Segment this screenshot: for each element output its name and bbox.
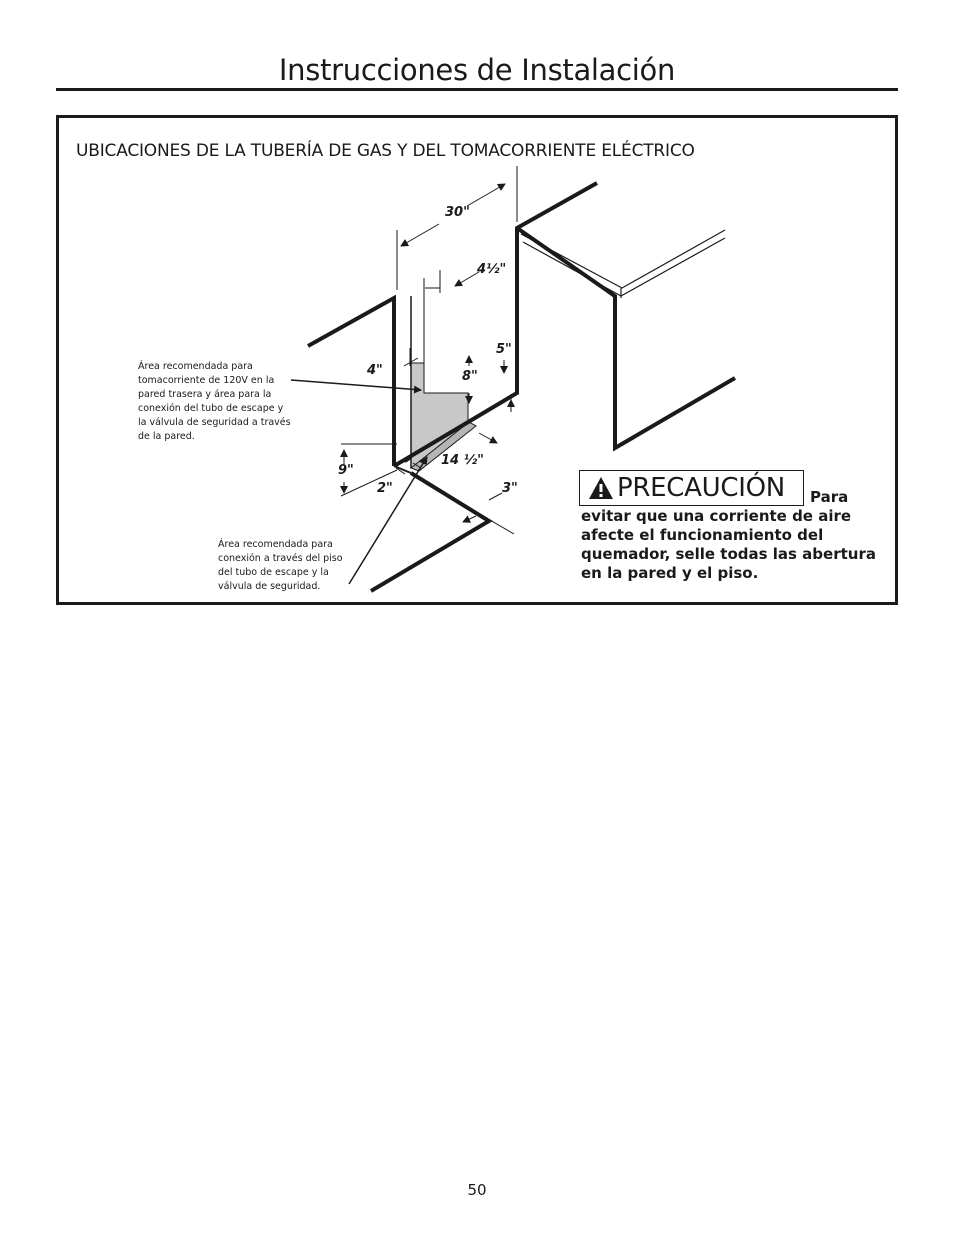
dimension-9-label: 9" — [338, 463, 354, 478]
dimension-5-label: 5" — [496, 342, 512, 357]
title-divider — [56, 88, 898, 91]
wall-area-callout: Área recomendada para tomacorriente de 120V en la pared trasera y área para la conexión del tubo de escape y la válvula de seguridad a través de la pared. — [138, 361, 291, 442]
floor-area-callout: Área recomendada para conexión a través del piso del tubo de escape y la válvula de seguridad. — [218, 539, 343, 592]
dimension-3-label: 3" — [502, 481, 518, 496]
caution-word: PRECAUCIÓN — [617, 473, 785, 503]
caution-text: evitar que una corriente de aire afecte el funcionamiento del quemador, selle todas las abertura en la pared y el piso. — [581, 507, 876, 582]
dimension-14-5-label: 14 ½" — [441, 453, 484, 468]
dimension-30-label: 30" — [445, 205, 470, 220]
dimension-4-5-label: 4½" — [477, 262, 507, 277]
dimension-8-label: 8" — [462, 369, 478, 384]
page-number: 50 — [467, 1181, 487, 1199]
caution-badge — [579, 470, 804, 506]
warning-triangle-icon — [588, 476, 614, 500]
dimension-4-label: 4" — [367, 363, 383, 378]
dimension-2-label: 2" — [377, 481, 393, 496]
installation-figure — [56, 115, 898, 605]
cabinet-outline — [517, 228, 735, 448]
wall-callout-arrow — [291, 380, 421, 390]
figure-heading: UBICACIONES DE LA TUBERÍA DE GAS Y DEL TOMACORRIENTE ELÉCTRICO — [76, 141, 695, 161]
page-title: Instrucciones de Instalación — [278, 53, 676, 87]
caution-lead-text: Para — [810, 488, 849, 506]
